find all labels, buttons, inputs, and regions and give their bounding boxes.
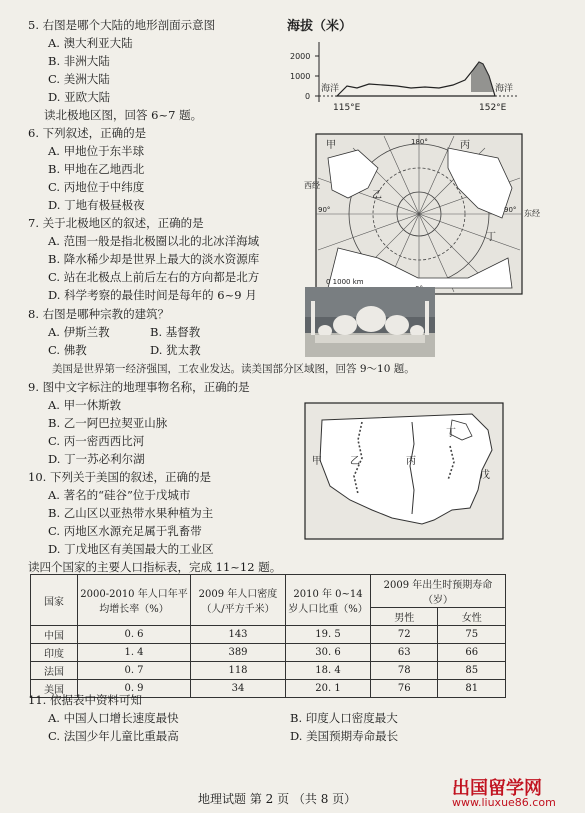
q6-option-c: C. 丙地位于中纬度	[48, 180, 145, 194]
cell-child: 20. 1	[286, 680, 371, 698]
q8-option-a: A. 伊斯兰教	[48, 325, 110, 339]
q8-stem: 8. 右图是哪种宗教的建筑？	[28, 307, 170, 321]
q10-option-c: C. 丙地区水源充足属于乳畜带	[48, 524, 202, 538]
q7-option-c: C. 站在北极点上前后左右的方向都是北方	[48, 270, 260, 284]
table-row	[31, 662, 506, 680]
cell-growth: 0. 7	[78, 662, 191, 680]
cell-growth: 0. 9	[78, 680, 191, 698]
cell-density: 118	[191, 662, 286, 680]
q9-stem: 9. 图中文字标注的地理事物名称，正确的是	[28, 380, 250, 394]
cell-male: 78	[371, 662, 438, 680]
q9-option-d: D. 丁一苏必利尔湖	[48, 452, 145, 466]
arctic-lon-right: 90°	[504, 206, 517, 214]
q9-option-b: B. 乙一阿巴拉契亚山脉	[48, 416, 168, 430]
q11-option-d: D. 美国预期寿命最长	[290, 729, 399, 743]
q5-option-b: B. 非洲大陆	[48, 54, 110, 68]
population-table	[30, 574, 506, 698]
profile-left-sea: 海洋	[321, 84, 340, 94]
cell-country: 印度	[31, 644, 78, 662]
header-child: 2010 年 0~14 岁人口比重（%）	[286, 575, 371, 626]
q5-option-a: A. 澳大利亚大陆	[48, 36, 133, 50]
table-row	[31, 644, 506, 662]
q11-option-a: A. 中国人口增长速度最快	[48, 711, 179, 725]
cell-growth: 0. 6	[78, 626, 191, 644]
profile-label-1000: 1000	[290, 72, 311, 81]
terrain-profile-figure	[285, 14, 535, 114]
q10-option-b: B. 乙山区以亚热带水果种植为主	[48, 506, 214, 520]
table-row	[31, 626, 506, 644]
page-footer: 地理试题 第 2 页 （共 8 页）	[198, 792, 357, 806]
arctic-label-jia: 甲	[326, 140, 336, 151]
profile-right-sea: 海洋	[495, 84, 514, 94]
header-growth: 2000-2010 年人口年平均增长率（%）	[78, 575, 191, 626]
us-label-jia: 甲	[312, 456, 322, 467]
arctic-map-figure	[298, 128, 538, 302]
q10-option-d: D. 丁戊地区有美国最大的工业区	[48, 542, 214, 556]
q8-option-b: B. 基督教	[150, 325, 201, 339]
header-female: 女性	[438, 608, 506, 626]
watermark-brand-url: www.liuxue86.com	[452, 796, 556, 809]
header-male: 男性	[371, 608, 438, 626]
profile-lon-right: 152°E	[479, 103, 507, 113]
intro-9-10: 美国是世界第一经济强国，工农业发达。读美国部分区域图，回答 9～10 题。	[52, 363, 415, 375]
cell-density: 143	[191, 626, 286, 644]
us-label-bing: 丙	[406, 456, 416, 467]
q5-stem: 5. 右图是哪个大陆的地形剖面示意图	[28, 18, 216, 32]
q5-option-d: D. 亚欧大陆	[48, 90, 111, 104]
q11-stem: 11. 依据表中资料可知	[28, 693, 142, 707]
intro-6-7: 读北极地区图，回答 6~7 题。	[44, 108, 203, 122]
q5-option-c: C. 美洲大陆	[48, 72, 110, 86]
cell-female: 81	[438, 680, 506, 698]
mosque-photo	[305, 287, 435, 357]
cell-child: 19. 5	[286, 626, 371, 644]
profile-title: 海拔（米）	[287, 19, 353, 34]
intro-11-12: 读四个国家的主要人口指标表，完成 11~12 题。	[28, 560, 282, 574]
cell-growth: 1. 4	[78, 644, 191, 662]
cell-female: 75	[438, 626, 506, 644]
q6-option-d: D. 丁地有极昼极夜	[48, 198, 145, 212]
cell-child: 30. 6	[286, 644, 371, 662]
us-label-wu: 戊	[480, 470, 490, 481]
cell-density: 34	[191, 680, 286, 698]
profile-label-0: 0	[305, 92, 311, 101]
q10-option-a: A. 著名的“硅谷”位于戊城市	[48, 488, 191, 502]
cell-male: 72	[371, 626, 438, 644]
profile-lon-left: 115°E	[333, 103, 361, 113]
arctic-scale: 0 1000 km	[326, 278, 364, 286]
arctic-east-label: 东经	[524, 209, 540, 218]
q9-option-c: C. 丙一密西西比河	[48, 434, 145, 448]
cell-male: 63	[371, 644, 438, 662]
profile-label-2000: 2000	[290, 52, 311, 61]
cell-country: 法国	[31, 662, 78, 680]
watermark-brand-name: 出国留学网	[452, 778, 542, 799]
cell-male: 76	[371, 680, 438, 698]
cell-child: 18. 4	[286, 662, 371, 680]
arctic-lon-left: 90°	[318, 206, 331, 214]
header-country: 国家	[31, 575, 78, 626]
arctic-label-yi: 乙	[372, 190, 382, 201]
q7-stem: 7. 关于北极地区的叙述，正确的是	[28, 216, 204, 230]
q6-stem: 6. 下列叙述，正确的是	[28, 126, 147, 140]
cell-country: 美国	[31, 680, 78, 698]
q9-option-a: A. 甲一休斯敦	[48, 398, 122, 412]
us-label-ding: 丁	[446, 428, 456, 439]
q10-stem: 10. 下列关于美国的叙述，正确的是	[28, 470, 211, 484]
q8-option-d: D. 犹太教	[150, 343, 201, 357]
q8-option-c: C. 佛教	[48, 343, 87, 357]
mosque-arcade	[315, 335, 425, 343]
arctic-label-ding: 丁	[486, 232, 496, 243]
header-density: 2009 年人口密度（人/平方千米）	[191, 575, 286, 626]
q7-option-a: A. 范围一般是指北极圈以北的北冰洋海域	[48, 234, 260, 248]
cell-female: 85	[438, 662, 506, 680]
cell-country: 中国	[31, 626, 78, 644]
us-map-figure	[302, 400, 507, 543]
header-life: 2009 年出生时预期寿命（岁）	[371, 575, 506, 608]
us-label-yi: 乙	[350, 456, 360, 467]
cell-density: 389	[191, 644, 286, 662]
q6-option-a: A. 甲地位于东半球	[48, 144, 145, 158]
arctic-lon-top: 180°	[411, 138, 428, 146]
arctic-label-bing: 丙	[460, 140, 470, 151]
q11-option-c: C. 法国少年儿童比重最高	[48, 729, 179, 743]
q7-option-d: D. 科学考察的最佳时间是每年的 6~9 月	[48, 288, 257, 302]
arctic-west-label: 西经	[304, 181, 320, 190]
q7-option-b: B. 降水稀少却是世界上最大的淡水资源库	[48, 252, 260, 266]
cell-female: 66	[438, 644, 506, 662]
q11-option-b: B. 印度人口密度最大	[290, 711, 398, 725]
q6-option-b: B. 甲地在乙地西北	[48, 162, 145, 176]
